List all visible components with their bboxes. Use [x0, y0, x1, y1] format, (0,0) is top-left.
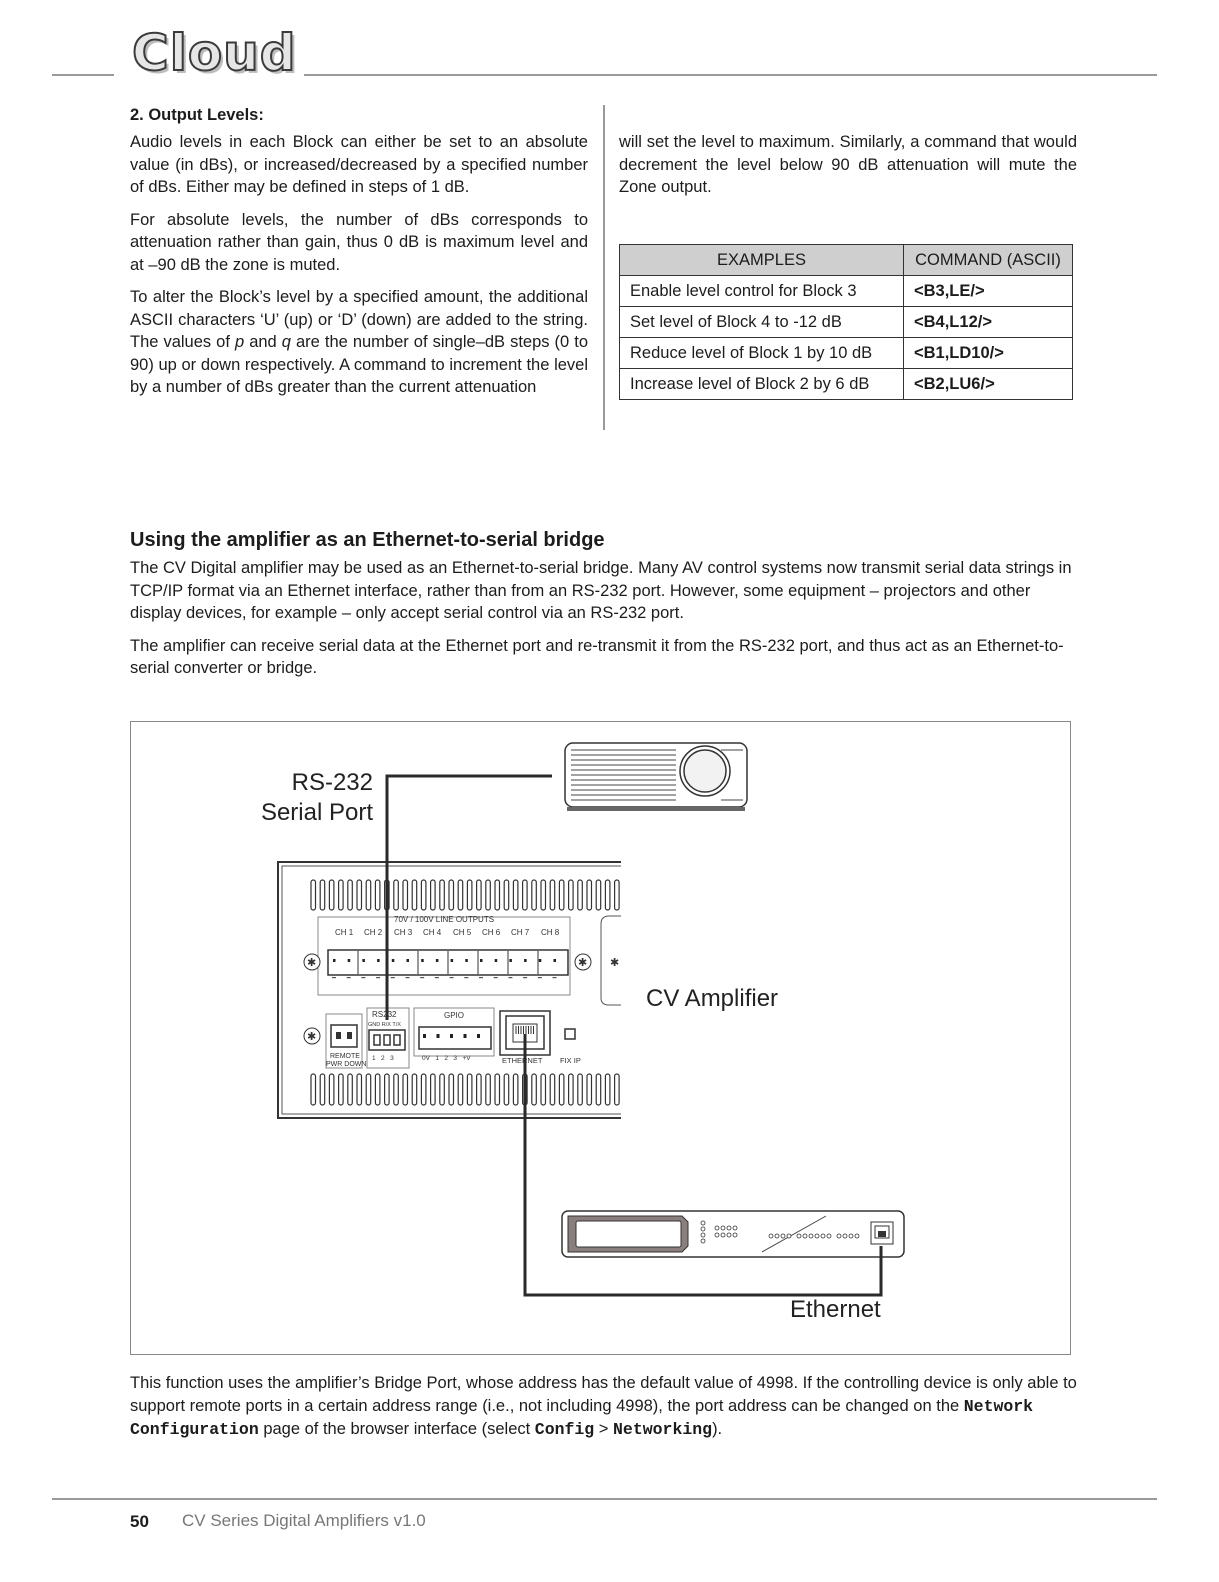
channel-label: CH 5 — [453, 928, 472, 937]
column-divider — [603, 105, 605, 430]
table-row — [620, 276, 1073, 307]
page-number: 50 — [130, 1512, 149, 1531]
line-outputs-label: 70V / 100V LINE OUTPUTS — [394, 915, 495, 924]
ethernet-label: Ethernet — [790, 1296, 881, 1323]
output-levels-left-column — [130, 131, 588, 399]
table-cell-command: <B4,L12/> — [904, 307, 1073, 338]
svg-text:✱: ✱ — [610, 957, 620, 969]
bridge-p1: The CV Digital amplifier may be used as an Ethernet-to-serial bridge. Many AV control systems now transmit serial data strings in TCP/IP format via an Ethernet interface, rather than from an RS-232 port. However, some equipment – projectors and other display devices, for example – only accept serial control via an RS-232 port. — [130, 559, 1072, 622]
table-cell-example: Enable level control for Block 3 — [620, 276, 904, 307]
output-levels-heading: 2. Output Levels: — [130, 106, 264, 124]
projector-icon — [565, 743, 747, 811]
rs232-nums-label: 1 2 3 — [372, 1055, 394, 1062]
channel-label: CH 4 — [423, 928, 442, 937]
channel-label: CH 2 — [364, 928, 383, 937]
channel-label: CH 6 — [482, 928, 501, 937]
bridge-heading: Using the amplifier as an Ethernet-to-serial bridge — [130, 529, 605, 551]
header-rule-right — [304, 74, 1157, 76]
table-cell-example: Reduce level of Block 1 by 10 dB — [620, 338, 904, 369]
table-cell-command: <B2,LU6/> — [904, 369, 1073, 400]
footer-rule — [52, 1498, 1157, 1500]
network-configuration-code: Network Configuration — [130, 1396, 1034, 1439]
cv-amplifier-label: CV Amplifier — [646, 985, 779, 1012]
channel-label: CH 3 — [394, 928, 413, 937]
table-cell-command: <B3,LE/> — [904, 276, 1073, 307]
table-cell-example: Set level of Block 4 to -12 dB — [620, 307, 904, 338]
rs232-label-line2: Serial Port — [260, 799, 373, 826]
output-levels-p2: For absolute levels, the number of dBs corresponds to attenuation rather than gain, thus 0 dB is maximum level and at –90 dB the zone is muted. — [130, 210, 588, 274]
table-cell-command: <B1,LD10/> — [904, 338, 1073, 369]
channel-label: CH 7 — [511, 928, 530, 937]
cloud-logo: Cloud — [132, 24, 297, 82]
config-code: Config — [534, 1420, 595, 1439]
gpio-label: GPIO — [444, 1011, 465, 1020]
closing-body — [130, 1372, 1078, 1442]
svg-text:✱: ✱ — [307, 1031, 317, 1043]
output-levels-p4: will set the level to maximum. Similarly, a command that would decrement the level below 90 dB attenuation will mute the Zone output. — [619, 133, 1077, 196]
remote-label-2: PWR DOWN — [326, 1061, 367, 1068]
gpio-pins-label: 0V 1 2 3 +V — [422, 1055, 471, 1062]
bridge-p2: The amplifier can receive serial data at the Ethernet port and re-transmit it from the RS-232 port, and thus act as an Ethernet-to-serial converter or bridge. — [130, 636, 1064, 677]
network-switch-icon — [562, 1211, 904, 1257]
table-cell-example: Increase level of Block 2 by 6 dB — [620, 369, 904, 400]
channel-label: CH 1 — [335, 928, 354, 937]
amplifier-panel — [278, 862, 621, 1118]
closing-paragraph: This function uses the amplifier’s Bridge Port, whose address has the default value of 4998. If the controlling device is only able to support remote ports in a certain address range (i.e., not including 4998), the port address can be changed on the Network Configuration page of the browser interface (select Config > Networking). — [130, 1374, 1077, 1439]
output-levels-p3: To alter the Block’s level by a specified amount, the additional ASCII characters ‘U’ (up) or ‘D’ (down) are added to the string. The values of p and q are the number of single–dB steps (0 to 90) up or down respectively. A command to increment the level by a number of dBs greater than the current attenuation — [130, 288, 589, 396]
rs232-serial-port-label — [211, 768, 373, 828]
svg-text:✱: ✱ — [307, 957, 317, 969]
rs232-pins-label: GND R/X T/X — [368, 1022, 401, 1028]
networking-code: Networking — [613, 1420, 713, 1439]
table-row — [620, 338, 1073, 369]
table-header-examples: EXAMPLES — [620, 245, 904, 276]
table-header-row — [620, 245, 1073, 276]
table-row — [620, 369, 1073, 400]
rs232-label-line1: RS-232 — [291, 769, 373, 796]
remote-label-1: REMOTE — [330, 1053, 360, 1060]
output-levels-p1: Audio levels in each Block can either be set to an absolute value (in dBs), or increased/decreased by a specified number of dBs. Either may be defined in steps of 1 dB. — [130, 133, 588, 196]
fix-ip-label: FIX IP — [560, 1056, 581, 1065]
bridge-diagram — [130, 721, 1071, 1355]
table-header-command: COMMAND (ASCII) — [904, 245, 1073, 276]
examples-table-wrap — [619, 244, 1073, 400]
ethernet-port-label: ETHERNET — [502, 1056, 543, 1065]
footer-title: CV Series Digital Amplifiers v1.0 — [182, 1511, 426, 1530]
table-row — [620, 307, 1073, 338]
channel-label: CH 8 — [541, 928, 560, 937]
output-levels-right-column — [619, 131, 1077, 199]
svg-text:✱: ✱ — [578, 957, 588, 969]
rs232-panel-label: RS232 — [372, 1010, 397, 1019]
examples-table — [619, 244, 1073, 400]
bridge-body — [130, 557, 1078, 680]
header-rule-left — [52, 74, 114, 76]
